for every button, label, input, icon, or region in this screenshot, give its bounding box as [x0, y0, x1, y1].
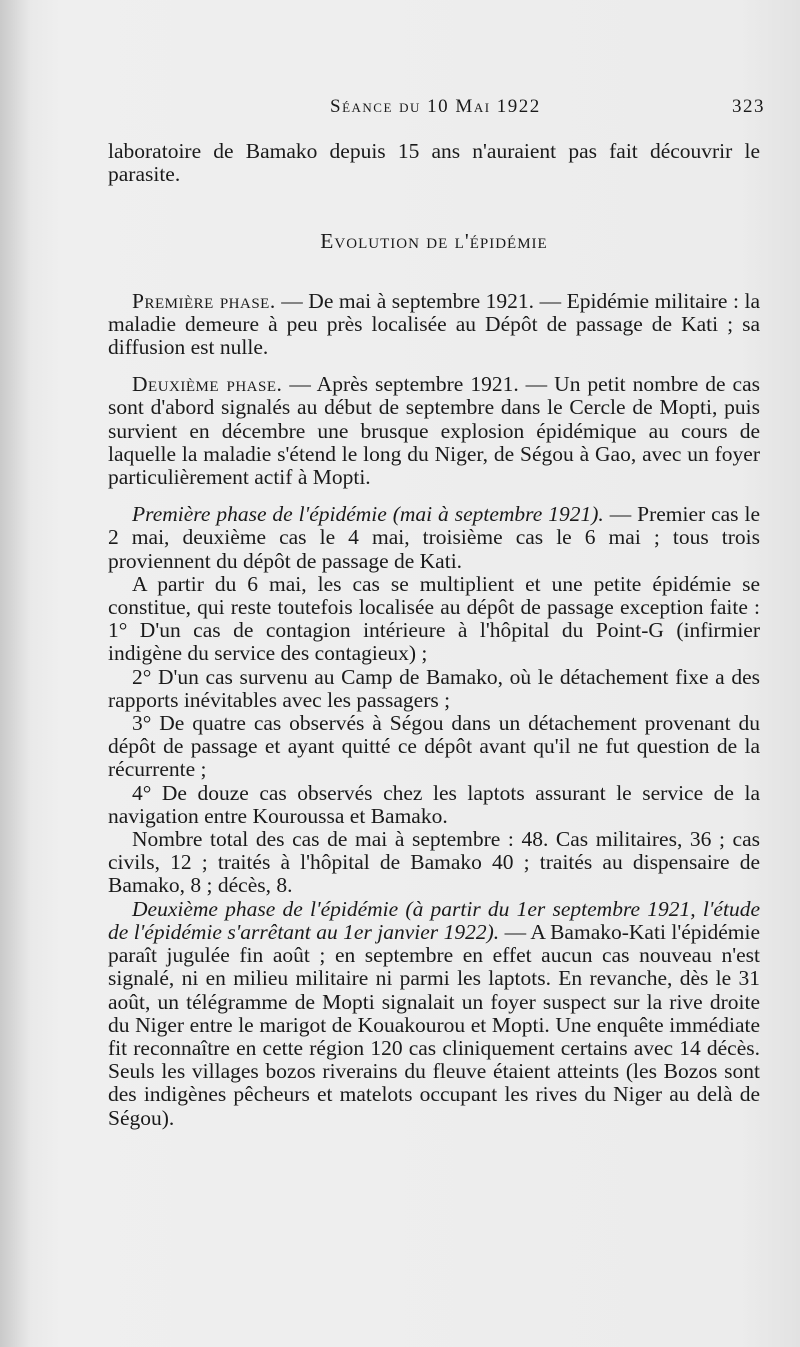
paragraph-second-phase-detail — [108, 898, 760, 1130]
paragraph-item-4: 4° De douze cas observés chez les laptots assurant le service de la navigation entre Kouroussa et Bamako. — [108, 780, 760, 828]
running-title: Séance du 10 Mai 1922 — [330, 96, 541, 117]
body-text — [108, 140, 760, 1130]
second-phase-label: Deuxième phase. — [132, 372, 283, 397]
second-phase-heading: Deuxième phase de l'épidémie (à partir du 1er septembre 1921, l'étude de l'épidémie s'arrêtant au 1er janvier 1922). — [108, 896, 760, 944]
first-phase-text: — De mai à septembre 1921. — Epidémie militaire : la maladie demeure à peu près localisée au Dépôt de passage de Kati ; sa diffusion est nulle. — [108, 288, 760, 360]
second-phase-text: — Après septembre 1921. — Un petit nombre de cas sont d'abord signalés au début de septembre dans le Cercle de Mopti, puis survient en décembre une brusque explosion épidémique au cours de laquelle la maladie s'étend le long du Niger, de Ségou à Gao, avec un foyer particulièrement actif à Mopti. — [108, 372, 761, 490]
paragraph-multiplication: A partir du 6 mai, les cas se multiplient et une petite épidémie se constitue, qui reste toutefois localisée au dépôt de passage exception faite : 1° D'un cas de contagion intérieure à l'hôpital du Point-G (infirmier indigène du service des contagieux) ; — [108, 571, 760, 666]
paragraph-total-cases: Nombre total des cas de mai à septembre : 48. Cas militaires, 36 ; cas civils, 12 ; traités à l'hôpital de Bamako 40 ; traités au dispensaire de Bamako, 8 ; décès, 8. — [108, 827, 760, 898]
section-title: Evolution de l'épidémie — [320, 229, 548, 254]
second-phase-detail-text: — A Bamako-Kati l'épidémie paraît jugulée fin août ; en septembre en effet aucun cas nouveau n'est signalé, ni en milieu militaire ni parmi les laptots. En revanche, dès le 31 août, un télégramme de Mopti signalait un foyer suspect sur la rive droite du Niger entre le marigot de Kouakourou et Mopti. Une enquête immédiate fit reconnaître en cette région 120 cas cliniquement certains avec 14 décès. Seuls les villages bozos riverains du fleuve étaient atteints (les Bozos sont des indigènes pêcheurs et matelots occupant les rives du Niger au delà de Ségou). — [108, 919, 760, 1130]
first-phase-detail-text: — Premier cas le 2 mai, deuxième cas le 4 mai, troisième cas le 6 mai ; tous trois proviennent du dépôt de passage de Kati. — [108, 502, 760, 573]
paragraph-item-2: 2° D'un cas survenu au Camp de Bamako, où le détachement fixe a des rapports inévitables avec les passagers ; — [108, 664, 760, 712]
first-phase-label: Première phase. — [132, 288, 276, 313]
first-phase-heading: Première phase de l'épidémie (mai à septembre 1921). — [132, 502, 604, 527]
paragraph-first-phase-detail — [108, 503, 760, 573]
paragraph-item-3: 3° De quatre cas observés à Ségou dans un détachement provenant du dépôt de passage et ayant quitté ce dépôt avant qu'il ne fut question de la récurrente ; — [108, 711, 760, 782]
page-header — [0, 96, 800, 126]
paragraph-continuation: laboratoire de Bamako depuis 15 ans n'auraient pas fait découvrir le parasite. — [108, 139, 760, 187]
paragraph-second-phase — [108, 373, 760, 489]
page-number: 323 — [732, 96, 765, 117]
paragraph-first-phase — [108, 290, 760, 360]
